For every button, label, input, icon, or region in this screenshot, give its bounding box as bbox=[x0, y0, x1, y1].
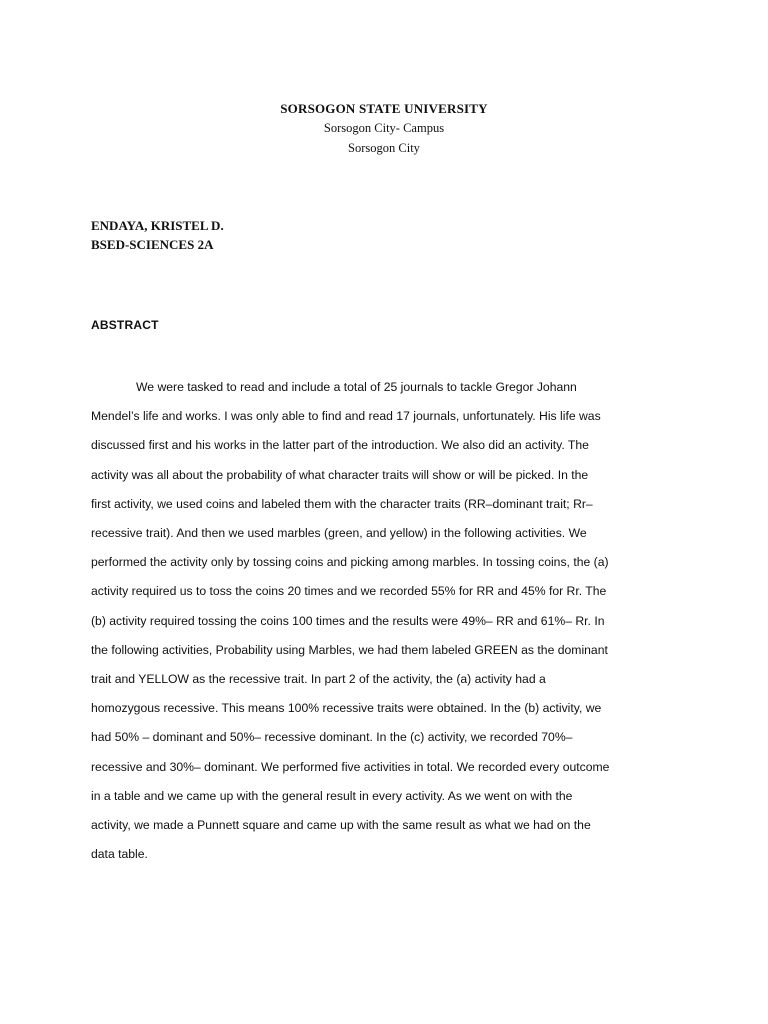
abstract-line: Mendel’s life and works. I was only able to find and read 17 journals, unfortunately. His life was bbox=[91, 409, 601, 424]
document-header bbox=[0, 99, 768, 158]
abstract-line: the following activities, Probability using Marbles, we had them labeled GREEN as the dominant bbox=[91, 642, 608, 657]
abstract-line: in a table and we came up with the general result in every activity. As we went on with the bbox=[91, 788, 573, 803]
abstract-line: (b) activity required tossing the coins 100 times and the results were 49%– RR and 61%– Rr. In bbox=[91, 613, 605, 628]
student-name: ENDAYA, KRISTEL D. bbox=[91, 218, 224, 233]
student-course: BSED-SCIENCES 2A bbox=[91, 237, 214, 252]
abstract-paragraph bbox=[91, 373, 711, 869]
abstract-line: recessive trait). And then we used marbles (green, and yellow) in the following activities. We bbox=[91, 526, 587, 541]
abstract-line: activity required us to toss the coins 20 times and we recorded 55% for RR and 45% for Rr. The bbox=[91, 584, 607, 599]
abstract-line: performed the activity only by tossing coins and picking among marbles. In tossing coins, the (a) bbox=[91, 555, 609, 570]
abstract-line: first activity, we used coins and labeled them with the character traits (RR–dominant trait; Rr– bbox=[91, 496, 593, 511]
abstract-heading: ABSTRACT bbox=[91, 318, 159, 332]
university-name: SORSOGON STATE UNIVERSITY bbox=[280, 101, 488, 116]
abstract-line: data table. bbox=[91, 847, 148, 862]
abstract-line: activity, we made a Punnett square and came up with the same result as what we had on the bbox=[91, 818, 591, 833]
city-name: Sorsogon City bbox=[348, 141, 420, 155]
abstract-line: recessive and 30%– dominant. We performed five activities in total. We recorded every outcome bbox=[91, 759, 610, 774]
student-info bbox=[91, 216, 224, 254]
abstract-line: We were tasked to read and include a total of 25 journals to tackle Gregor Johann bbox=[136, 380, 577, 394]
abstract-line: discussed first and his works in the latter part of the introduction. We also did an activity. The bbox=[91, 438, 589, 453]
abstract-line: had 50% – dominant and 50%– recessive dominant. In the (c) activity, we recorded 70%– bbox=[91, 730, 573, 745]
abstract-line: activity was all about the probability of what character traits will show or will be picked. In the bbox=[91, 467, 589, 482]
abstract-line: trait and YELLOW as the recessive trait. In part 2 of the activity, the (a) activity had a bbox=[91, 672, 546, 687]
abstract-line: homozygous recessive. This means 100% recessive traits were obtained. In the (b) activity, we bbox=[91, 701, 602, 716]
campus-name: Sorsogon City- Campus bbox=[323, 121, 445, 135]
